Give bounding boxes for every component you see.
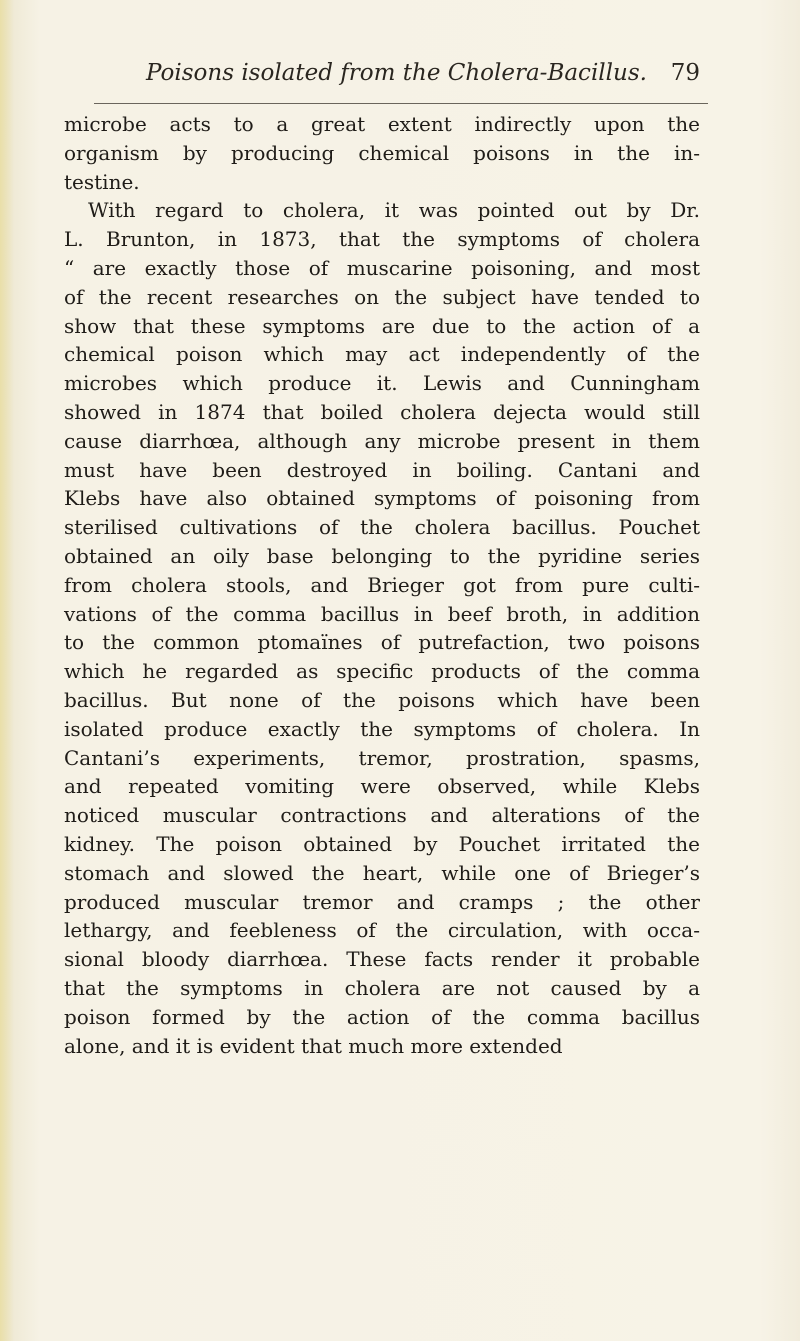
text-line: showed in 1874 that boiled cholera dejecta would still <box>64 399 700 424</box>
text-line: With regard to cholera, it was pointed out by Dr. <box>88 198 700 223</box>
page-number: 79 <box>670 60 700 86</box>
text-line: bacillus. But none of the poisons which have been <box>64 687 700 712</box>
header-rule <box>94 103 708 104</box>
page-header <box>66 60 708 100</box>
running-title: Poisons isolated from the Cholera-Bacillus. <box>146 60 647 86</box>
text-line: organism by producing chemical poisons in the in- <box>64 140 700 165</box>
text-line: must have been destroyed in boiling. Cantani and <box>64 457 700 482</box>
text-line: cause diarrhœa, although any microbe present in them <box>64 428 700 453</box>
text-line: show that these symptoms are due to the action of a <box>64 313 700 338</box>
text-line: that the symptoms in cholera are not caused by a <box>64 975 700 1000</box>
text-line: which he regarded as specific products of the comma <box>64 659 700 684</box>
text-line: testine. <box>64 169 140 194</box>
text-line: isolated produce exactly the symptoms of cholera. In <box>64 716 700 741</box>
text-line: kidney. The poison obtained by Pouchet irritated the <box>64 831 700 856</box>
text-line: sional bloody diarrhœa. These facts render it probable <box>64 947 700 972</box>
text-line: from cholera stools, and Brieger got from pure culti- <box>64 572 700 597</box>
text-line: produced muscular tremor and cramps ; the other <box>64 889 700 914</box>
page-edge-shadow <box>0 0 14 1341</box>
text-line: lethargy, and feebleness of the circulation, with occa- <box>64 918 700 943</box>
text-line: L. Brunton, in 1873, that the symptoms of cholera <box>64 227 700 252</box>
text-line: of the recent researches on the subject have tended to <box>64 284 700 309</box>
text-line: and repeated vomiting were observed, while Klebs <box>64 774 700 799</box>
text-line: sterilised cultivations of the cholera bacillus. Pouchet <box>64 515 700 540</box>
text-line: “ are exactly those of muscarine poisoning, and most <box>64 255 700 280</box>
body-text <box>64 110 700 1060</box>
text-line: stomach and slowed the heart, while one of Brieger’s <box>64 860 700 885</box>
text-line: poison formed by the action of the comma bacillus <box>64 1004 700 1029</box>
text-line: Klebs have also obtained symptoms of poisoning from <box>64 486 700 511</box>
text-line: microbes which produce it. Lewis and Cunningham <box>64 371 700 396</box>
text-line: to the common ptomaïnes of putrefaction, two poisons <box>64 630 700 655</box>
text-line: vations of the comma bacillus in beef broth, in addition <box>64 601 700 626</box>
text-line: microbe acts to a great extent indirectly upon the <box>64 112 700 136</box>
text-line: alone, and it is evident that much more extended <box>64 1033 563 1058</box>
text-line: chemical poison which may act independently of the <box>64 342 700 367</box>
text-line: noticed muscular contractions and alterations of the <box>64 803 700 828</box>
text-line: obtained an oily base belonging to the pyridine series <box>64 543 700 568</box>
text-line: Cantani’s experiments, tremor, prostration, spasms, <box>64 745 700 770</box>
